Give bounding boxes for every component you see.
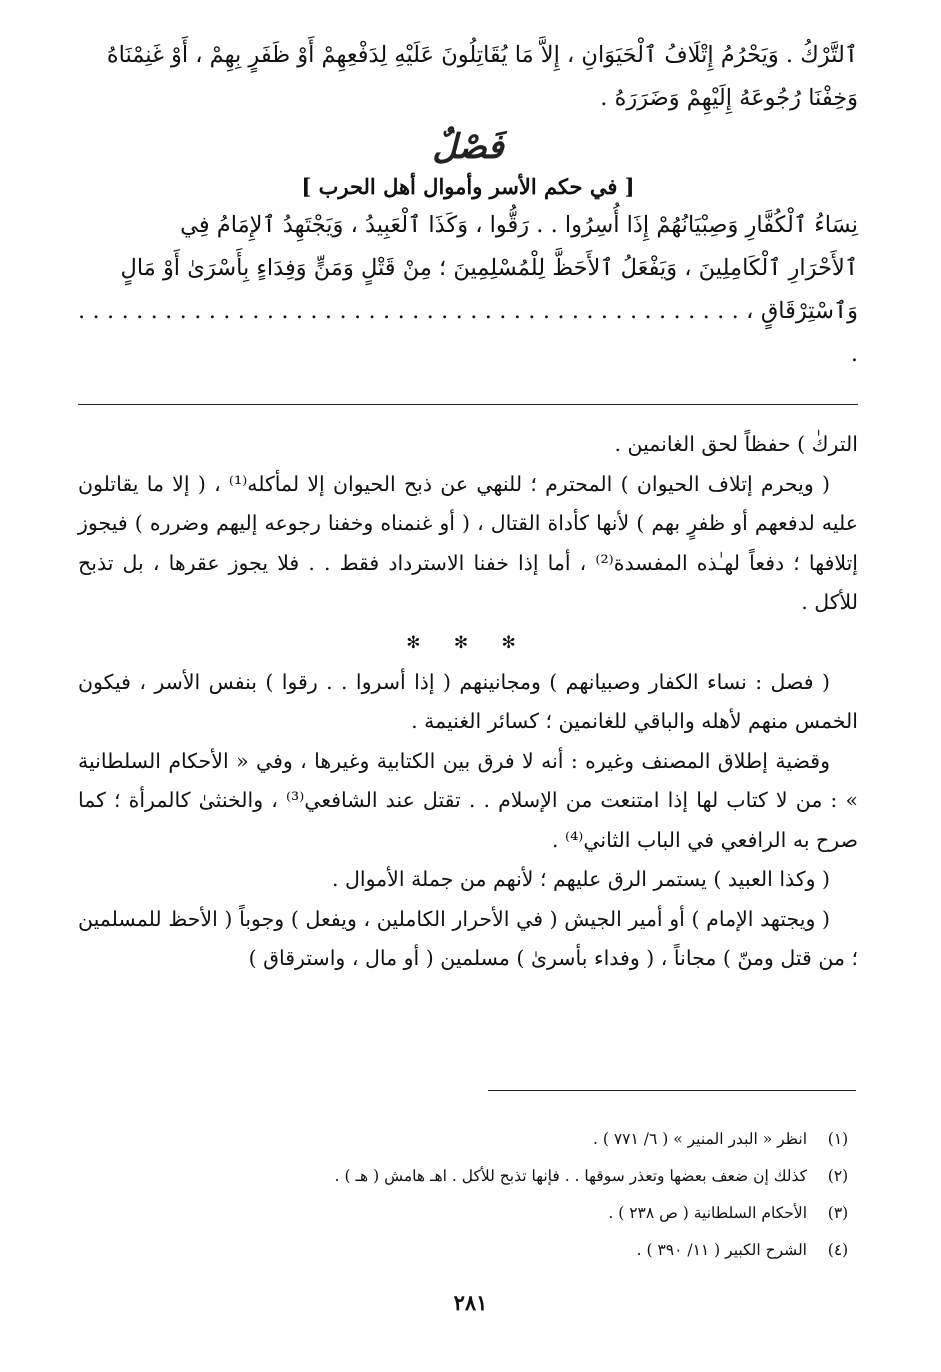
footnote xyxy=(75,1121,855,1158)
footnote-number: (١) xyxy=(827,1130,849,1148)
footnote-divider xyxy=(488,1090,856,1091)
footnote xyxy=(75,1195,855,1232)
footnote-text: كذلك إن ضعف بعضها وتعذر سوقها . . فإنها تذبح للأكل . اهـ هامش ( هـ ) . xyxy=(334,1167,807,1185)
matn-line: وَخِفْنَا رُجُوعَهُ إِلَيْهِمْ وَضَرَرَهُ . xyxy=(600,85,858,111)
footnote-number: (٤) xyxy=(827,1241,849,1259)
footnote-text: الأحكام السلطانية ( ص ٢٣٨ ) . xyxy=(608,1204,807,1222)
footnote xyxy=(75,1158,855,1195)
section-separator: ✻ ✻ ✻ xyxy=(406,632,530,653)
sharh-paragraph: ( وكذا العبيد ) يستمر الرق عليهم ؛ لأنهم من جملة الأموال . xyxy=(331,867,830,891)
footnotes xyxy=(75,1121,855,1269)
sharh-paragraph: التركٰ ) حفظاً لحق الغانمين . xyxy=(614,432,858,456)
footnote-text: الشرح الكبير ( ١١/ ٣٩٠ ) . xyxy=(636,1241,807,1259)
matn-block xyxy=(78,34,858,376)
sharh-paragraph: ( ويحرم إتلاف الحيوان ) المحترم ؛ للنهي عن ذبح الحيوان إلا لمأكله⁽¹⁾ ، ( إلا ما يقاتلون عليه لدفعهم أو ظفرٍ بهم ) لأنها كأداة القتال ، ( أو غنمناه وخفنا رجوعه إليهم وضرره ) فيجوز إتلافها ؛ دفعاً لهـٰذه المفسدة⁽²⁾ ، أما إذا خفنا الاسترداد فقط . . فلا يجوز عقرها ، بل تذبح للأكل . xyxy=(78,471,859,614)
sharh-paragraph: ( فصل : نساء الكفار وصبيانهم ) ومجانينهم ( إذا أسروا . . رقوا ) بنفس الأسر ، فيكون الخمس منهم لأهله والباقي للغانمين ؛ كسائر الغنيمة . xyxy=(78,669,858,733)
matn-sharh-divider xyxy=(78,404,858,405)
matn-line: ٱلتَّرْكُ . وَيَحْرُمُ إِتْلَافُ ٱلْحَيَوَانِ ، إِلاَّ مَا يُقَاتِلُونَ عَلَيْهِ لِدَفْعِهِمْ أَوْ ظَفَرٍ بِهِمْ ، أَوْ غَنِمْنَاهُ xyxy=(106,42,858,68)
matn-fasl xyxy=(78,204,858,376)
sharh-paragraph: ( ويجتهد الإمام ) أو أمير الجيش ( في الأحرار الكاملين ، ويفعل ) وجوباً ( الأحظ للمسلمين ؛ من قتل ومنّ ) مجاناً ، ( وفداء بأسرىٰ ) مسلمين ( أو مال ، واسترقاق ) xyxy=(78,906,858,970)
matn-line: نِسَاءُ ٱلْكُفَّارِ وَصِبْيَانُهُمْ إِذَا أُسِرُوا . . رَقُّوا ، وَكَذَا ٱلْعَبِيدُ ، وَيَجْتَهِدُ ٱلإِمَامُ فِي xyxy=(180,212,858,238)
fasl-title: فَصْلٌ xyxy=(432,127,504,167)
sharh-block xyxy=(78,425,858,979)
matn-line: ٱلأَحْرَارِ ٱلْكَامِلِينَ ، وَيَفْعَلُ ٱلأَحَظَّ لِلْمُسْلِمِينَ ؛ مِنْ قَتْلٍ وَمَنٍّ وَفِدَاءٍ بِأَسْرَىٰ أَوْ مَالٍ xyxy=(120,255,858,281)
sharh-paragraph: وقضية إطلاق المصنف وغيره : أنه لا فرق بين الكتابية وغيرها ، وفي « الأحكام السلطانية » : من لا كتاب لها إذا امتنعت من الإسلام . . تقتل عند الشافعي⁽³⁾ ، والخنثىٰ كالمرأة ؛ كما صرح به الرافعي في الباب الثاني⁽⁴⁾ . xyxy=(78,748,858,852)
footnote-text: انظر « البدر المنير » ( ٦/ ٧٧١ ) . xyxy=(593,1130,807,1148)
matn-top xyxy=(78,34,858,120)
footnote xyxy=(75,1232,855,1269)
matn-line: وَٱسْتِرْقَاقٍ ، . . . . . . . . . . . . . . . . . . . . . . . . . . . . . . . . . . . . . . . . . . . . . . . xyxy=(78,298,858,367)
page-number: ٢٨١ xyxy=(453,1290,488,1315)
footnote-number: (٣) xyxy=(827,1204,849,1222)
fasl-heading xyxy=(78,124,858,204)
footnote-number: (٢) xyxy=(827,1167,849,1185)
fasl-subtitle: [ في حكم الأسر وأموال أهل الحرب ] xyxy=(301,174,635,199)
